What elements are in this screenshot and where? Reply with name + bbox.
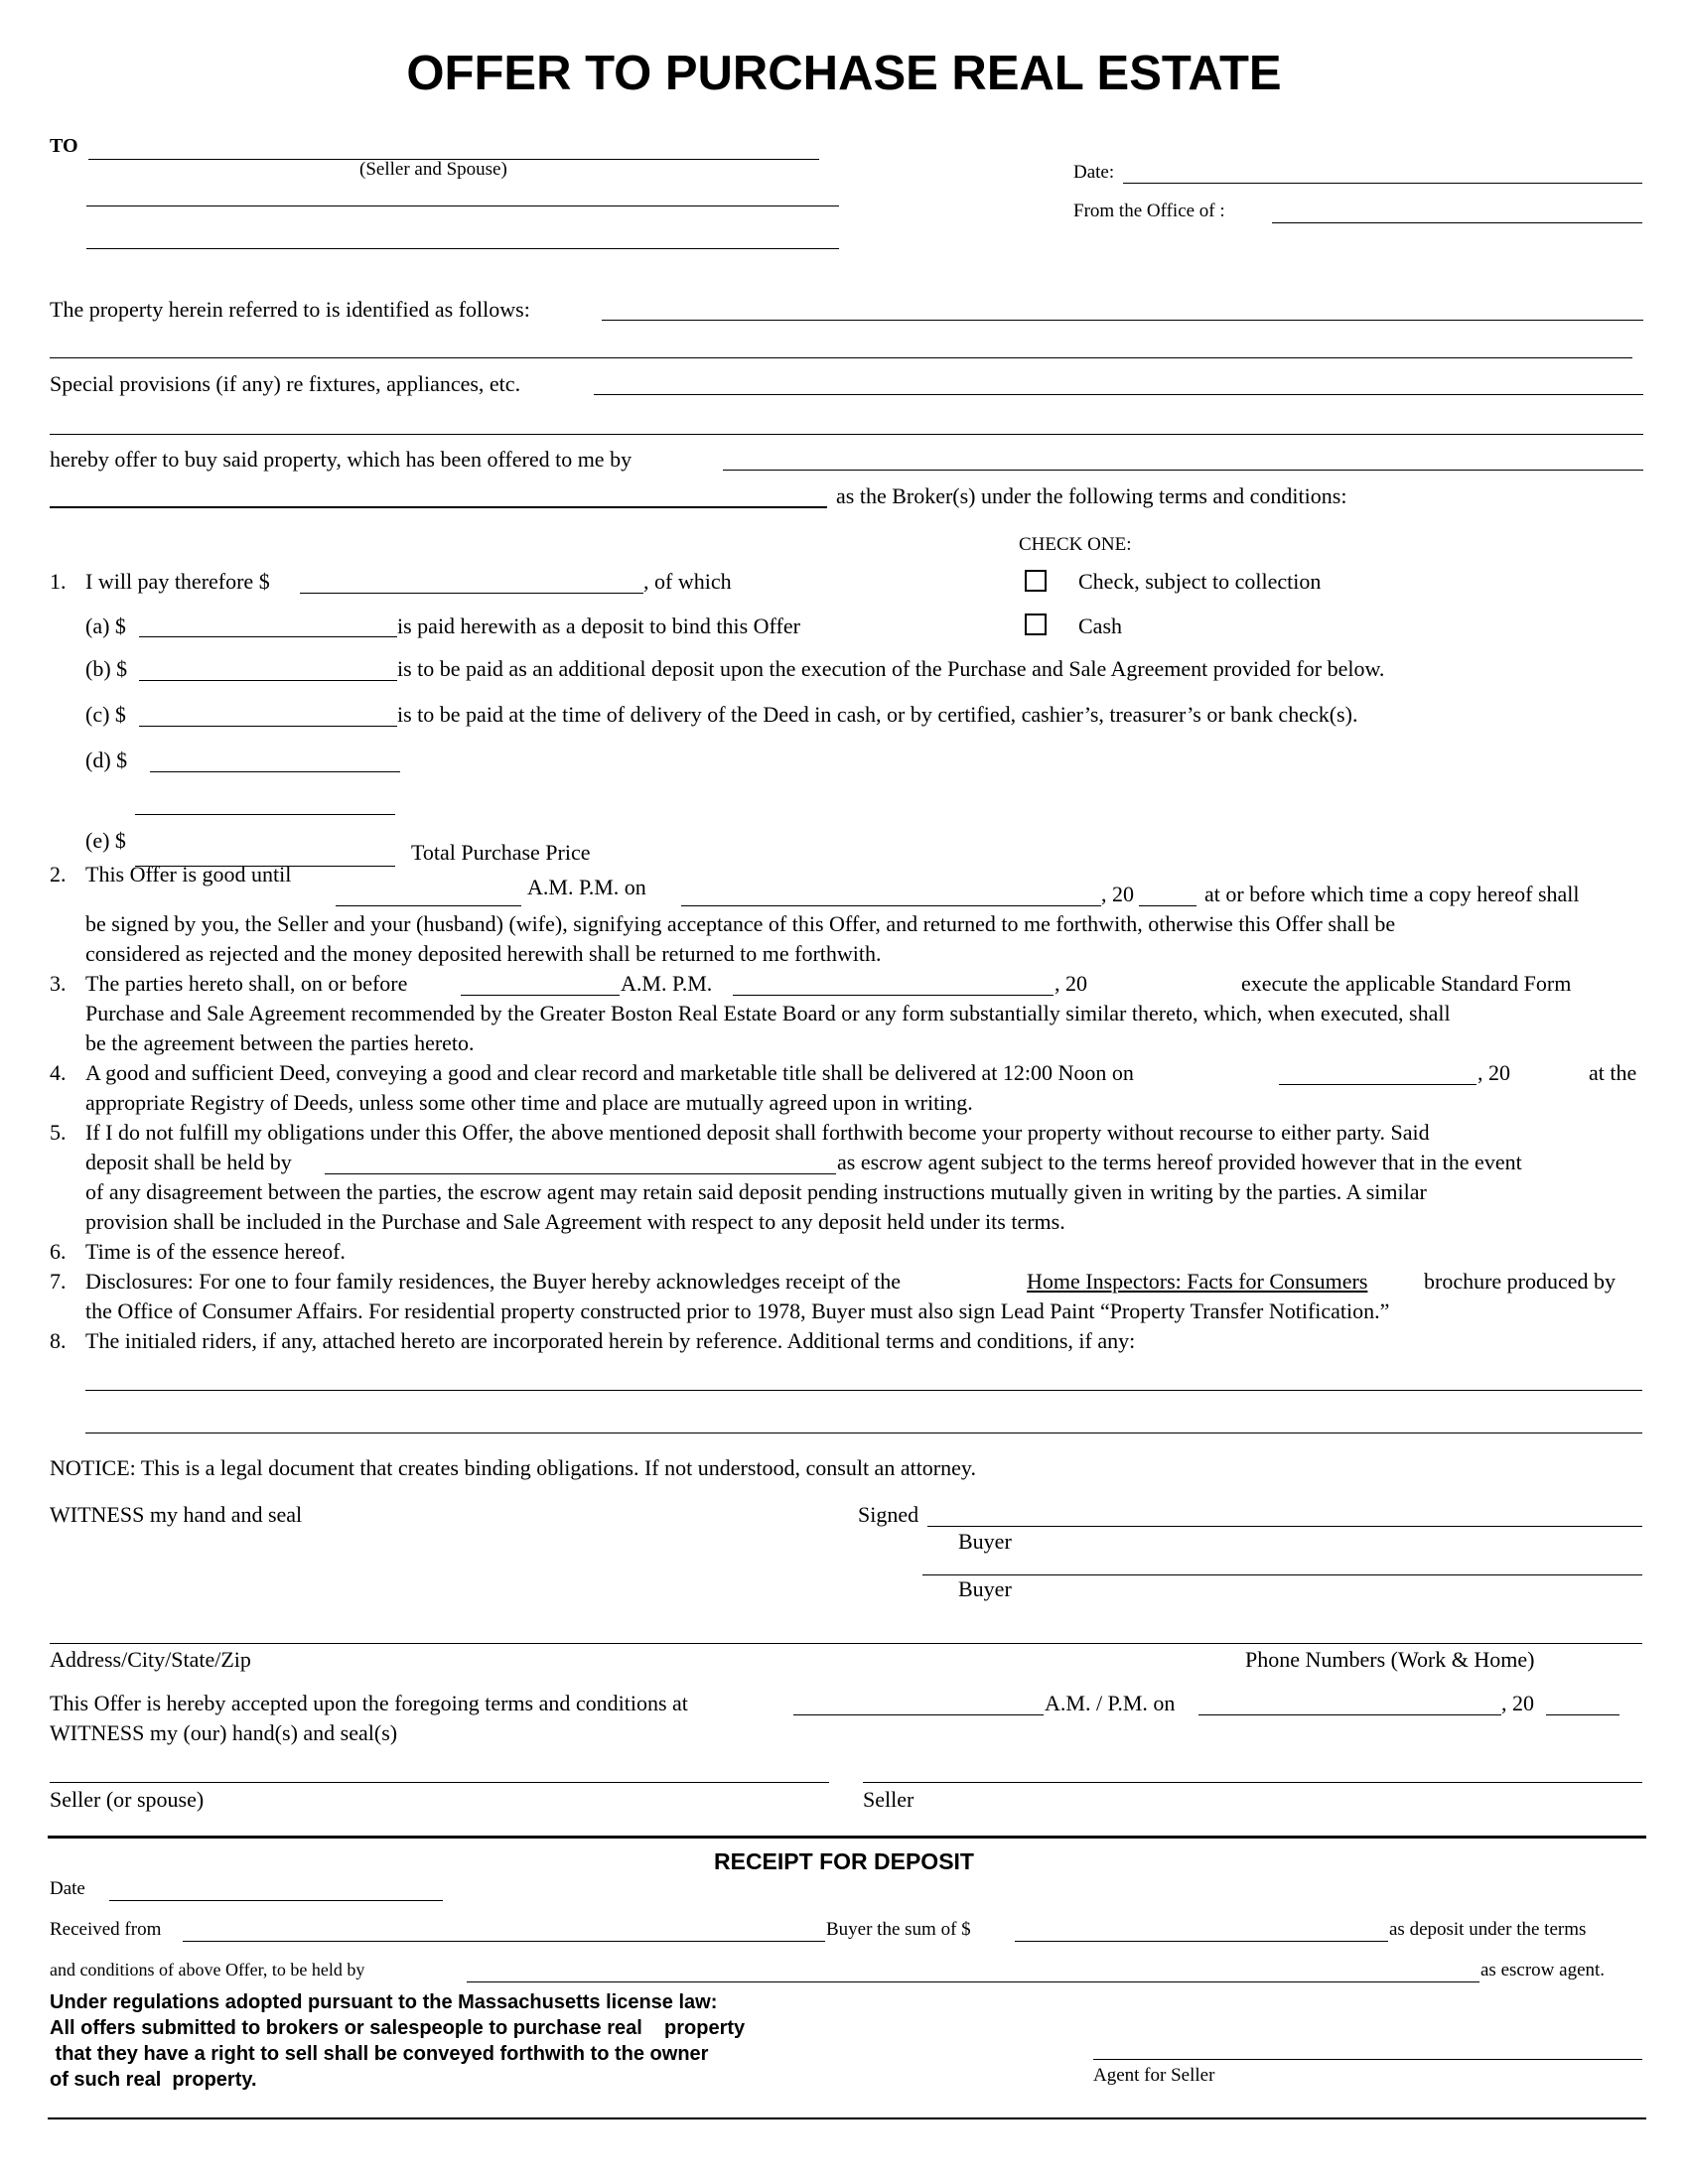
item-2-number: 2. <box>50 862 67 887</box>
check-option-label: Check, subject to collection <box>1078 569 1322 594</box>
regulation-line-2: All offers submitted to brokers or salespeople to purchase real property <box>50 2017 746 2039</box>
item-4-lead: A good and sufficient Deed, conveying a good and clear record and marketable title shall be delivered at 12:00 Noon on <box>85 1060 1134 1085</box>
item-8-number: 8. <box>50 1328 67 1353</box>
offer-good-until-time-field[interactable] <box>336 905 521 906</box>
seller-label: Seller <box>863 1787 914 1812</box>
deposit-sum-field[interactable] <box>1015 1941 1388 1942</box>
item-2-lead: This Offer is good until <box>85 862 292 887</box>
escrow-agent-field[interactable] <box>325 1173 836 1174</box>
to-label: TO <box>50 135 78 157</box>
total-purchase-price-label: Total Purchase Price <box>411 840 591 865</box>
item-5-line1: If I do not fulfill my obligations under this Offer, the above mentioned deposit shall forthwith become your property without recourse to either party. Said <box>85 1120 1430 1145</box>
item-d-field[interactable] <box>150 771 400 772</box>
conditions-held-by-label: and conditions of above Offer, to be held by <box>50 1960 365 1979</box>
item-1-lead: I will pay therefore $ <box>85 569 270 594</box>
receipt-title: RECEIPT FOR DEPOSIT <box>714 1848 974 1874</box>
receipt-date-label: Date <box>50 1878 85 1899</box>
home-inspectors-brochure-link[interactable]: Home Inspectors: Facts for Consumers <box>1027 1269 1368 1294</box>
regulation-line-3: that they have a right to sell shall be conveyed forthwith to the owner <box>50 2043 709 2065</box>
item-3-ampm: A.M. P.M. <box>621 971 713 996</box>
cash-checkbox[interactable] <box>1025 614 1047 635</box>
seller-spouse-signature-field[interactable] <box>50 1782 829 1783</box>
item-5-line2-tail: as escrow agent subject to the terms hereof provided however that in the event <box>837 1150 1522 1174</box>
item-5-line2-lead: deposit shall be held by <box>85 1150 292 1174</box>
regulation-line-4: of such real property. <box>50 2069 257 2091</box>
from-office-field[interactable] <box>1272 222 1642 223</box>
offered-by-field[interactable] <box>723 470 1643 471</box>
regulation-line-1: Under regulations adopted pursuant to the Massachusetts license law: <box>50 1991 718 2013</box>
item-7-number: 7. <box>50 1269 67 1294</box>
item-2-line3: considered as rejected and the money deposited herewith shall be returned to me forthwith. <box>85 941 882 966</box>
total-pay-field[interactable] <box>300 593 643 594</box>
special-provisions-field-1[interactable] <box>594 394 1643 395</box>
accepted-ampm: A.M. / P.M. on <box>1045 1691 1176 1715</box>
ps-agreement-date-field[interactable] <box>733 995 1054 996</box>
property-field-2[interactable] <box>50 357 1632 358</box>
accepted-time-field[interactable] <box>793 1714 1044 1715</box>
item-e-label: (e) $ <box>85 828 126 853</box>
receipt-date-field[interactable] <box>109 1900 443 1901</box>
item-3-tail: execute the applicable Standard Form <box>1241 971 1572 996</box>
special-provisions-label: Special provisions (if any) re fixtures, appliances, etc. <box>50 371 521 396</box>
seller-spouse-label: Seller (or spouse) <box>50 1787 205 1812</box>
seller-signature-field[interactable] <box>863 1782 1642 1783</box>
check-checkbox[interactable] <box>1025 570 1047 592</box>
received-from-label: Received from <box>50 1919 162 1940</box>
item-a-field[interactable] <box>139 636 397 637</box>
item-3-line3: be the agreement between the parties hereto. <box>85 1030 475 1055</box>
item-5-number: 5. <box>50 1120 67 1145</box>
item-6-number: 6. <box>50 1239 67 1264</box>
broker-field[interactable] <box>50 506 827 508</box>
address-label: Address/City/State/Zip <box>50 1647 251 1672</box>
agent-for-seller-label: Agent for Seller <box>1093 2065 1215 2086</box>
broker-terms-label: as the Broker(s) under the following terms and conditions: <box>836 483 1347 508</box>
check-one-label: CHECK ONE: <box>1019 534 1132 555</box>
item-c-label: (c) $ <box>85 702 126 727</box>
item-2-line2: be signed by you, the Seller and your (husband) (wife), signifying acceptance of this Offer, and returned to me forthwith, otherwise this Offer shall be <box>85 911 1396 936</box>
buyer-sum-label: Buyer the sum of $ <box>826 1919 971 1940</box>
page-title: OFFER TO PURCHASE REAL ESTATE <box>406 47 1282 100</box>
seller-spouse-caption: (Seller and Spouse) <box>359 159 507 180</box>
item-4-line2: appropriate Registry of Deeds, unless some other time and place are mutually agreed upon in writing. <box>85 1090 973 1115</box>
phone-numbers-label: Phone Numbers (Work & Home) <box>1245 1647 1535 1672</box>
item-2-ampm: A.M. P.M. on <box>527 875 646 899</box>
item-7-lead: Disclosures: For one to four family residences, the Buyer hereby acknowledges receipt of the <box>85 1269 902 1294</box>
accepted-witness: WITNESS my (our) hand(s) and seal(s) <box>50 1720 398 1745</box>
item-c-field[interactable] <box>139 726 397 727</box>
item-5-line3: of any disagreement between the parties, the escrow agent may retain said deposit pending instructions mutually given in writing by the parties. A similar <box>85 1179 1427 1204</box>
bottom-rule <box>48 2117 1646 2119</box>
date-field[interactable] <box>1123 183 1642 184</box>
agent-for-seller-signature-field[interactable] <box>1093 2059 1642 2060</box>
item-b-text: is to be paid as an additional deposit upon the execution of the Purchase and Sale Agreement provided for below. <box>397 656 1385 681</box>
regulation-notice <box>50 1989 745 2093</box>
item-2-year-field[interactable] <box>1139 905 1196 906</box>
buyer-signature-field-1[interactable] <box>927 1526 1642 1527</box>
cash-option-label: Cash <box>1078 614 1122 638</box>
notice-text: NOTICE: This is a legal document that creates binding obligations. If not understood, consult an attorney. <box>50 1455 976 1480</box>
item-5-line4: provision shall be included in the Purchase and Sale Agreement with respect to any deposit held under its terms. <box>85 1209 1065 1234</box>
item-6-text: Time is of the essence hereof. <box>85 1239 346 1264</box>
item-3-number: 3. <box>50 971 67 996</box>
date-label: Date: <box>1073 162 1115 183</box>
property-label: The property herein referred to is identified as follows: <box>50 297 530 322</box>
item-4-year: , 20 <box>1477 1060 1510 1085</box>
special-provisions-field-2[interactable] <box>50 434 1643 435</box>
item-2-tail: at or before which time a copy hereof shall <box>1204 882 1580 906</box>
escrow-agent-label: as escrow agent. <box>1480 1960 1606 1980</box>
buyer-signature-field-2[interactable] <box>922 1574 1642 1575</box>
accepted-lead: This Offer is hereby accepted upon the foregoing terms and conditions at <box>50 1691 688 1715</box>
offered-by-label: hereby offer to buy said property, which has been offered to me by <box>50 447 633 472</box>
deed-delivery-date-field[interactable] <box>1279 1084 1477 1085</box>
accepted-year-field[interactable] <box>1546 1714 1619 1715</box>
item-4-number: 4. <box>50 1060 67 1085</box>
item-4-tail: at the <box>1589 1060 1637 1085</box>
accepted-year: , 20 <box>1501 1691 1534 1715</box>
item-a-label: (a) $ <box>85 614 126 638</box>
signed-label: Signed <box>858 1502 919 1527</box>
item-a-text: is paid herewith as a deposit to bind this Offer <box>397 614 800 638</box>
item-d-label: (d) $ <box>85 748 128 772</box>
item-b-label: (b) $ <box>85 656 128 681</box>
seller-address-field-1[interactable] <box>86 205 839 206</box>
buyer-label-2: Buyer <box>958 1576 1012 1601</box>
witness-label: WITNESS my hand and seal <box>50 1502 303 1527</box>
item-d-field-2[interactable] <box>135 814 395 815</box>
from-office-label: From the Office of : <box>1073 201 1225 221</box>
address-field[interactable] <box>50 1643 1642 1644</box>
item-b-field[interactable] <box>139 680 397 681</box>
item-1-tail: , of which <box>643 569 732 594</box>
item-2-year: , 20 <box>1101 882 1134 906</box>
item-7-line2: the Office of Consumer Affairs. For residential property constructed prior to 1978, Buyer must also sign Lead Paint “Property Transfer Notification.” <box>85 1298 1390 1323</box>
item-c-text: is to be paid at the time of delivery of the Deed in cash, or by certified, cashier’s, treasurer’s or bank check(s). <box>397 702 1358 727</box>
offer-good-until-date-field[interactable] <box>681 905 1101 906</box>
held-by-field[interactable] <box>467 1981 1479 1982</box>
item-3-line2: Purchase and Sale Agreement recommended by the Greater Boston Real Estate Board or any form substantially similar thereto, which, when executed, shall <box>85 1001 1451 1025</box>
item-3-year: , 20 <box>1055 971 1087 996</box>
item-7-tail: brochure produced by <box>1424 1269 1617 1294</box>
buyer-label-1: Buyer <box>958 1529 1012 1554</box>
received-from-field[interactable] <box>183 1941 825 1942</box>
property-field-1[interactable] <box>602 320 1643 321</box>
ps-agreement-time-field[interactable] <box>461 995 620 996</box>
seller-address-field-2[interactable] <box>86 248 839 249</box>
item-1-number: 1. <box>50 569 67 594</box>
item-8-text: The initialed riders, if any, attached hereto are incorporated herein by reference. Additional terms and conditions, if any: <box>85 1328 1136 1353</box>
item-3-lead: The parties hereto shall, on or before <box>85 971 408 996</box>
additional-terms-field-1[interactable] <box>85 1390 1642 1391</box>
section-divider <box>48 1836 1646 1839</box>
deposit-terms-label: as deposit under the terms <box>1389 1919 1587 1940</box>
accepted-date-field[interactable] <box>1198 1714 1501 1715</box>
